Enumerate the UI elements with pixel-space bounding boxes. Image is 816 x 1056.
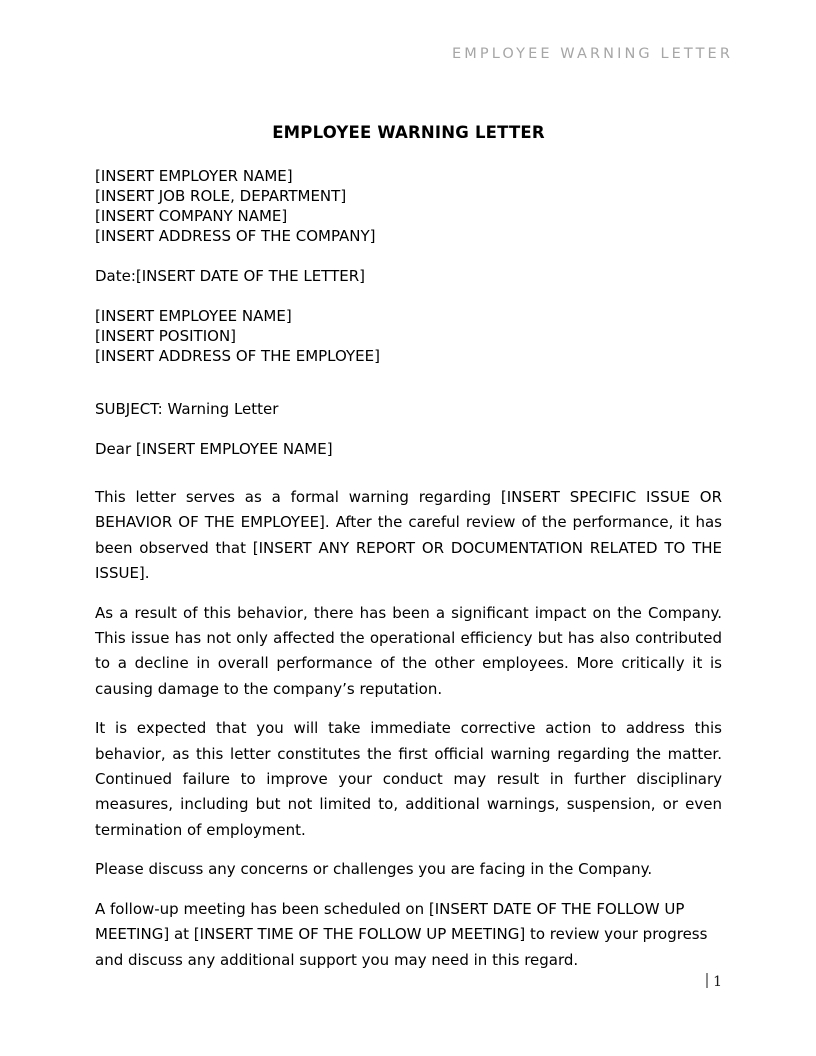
employer-line: [INSERT EMPLOYER NAME] [95,167,293,185]
employer-line: [INSERT COMPANY NAME] [95,207,288,225]
document-body [95,122,722,973]
body-paragraph: It is expected that you will take immediate corrective action to address this behavior, as this letter constitutes the first official warning regarding the matter. Continued failure to improve your conduct may result in further disciplinary measures, including but not limited to, additional warnings, suspension, or even termination of employment. [95,719,722,839]
spacer [95,459,722,485]
spacer [95,366,722,399]
page-footer [95,972,722,992]
footer-divider-icon [706,973,708,988]
employee-line: [INSERT ADDRESS OF THE EMPLOYEE] [95,347,380,365]
body-paragraph: This letter serves as a formal warning regarding [INSERT SPECIFIC ISSUE OR BEHAVIOR OF THE EMPLOYEE]. After the careful review of the performance, it has been observed that [INSERT ANY REPORT OR DOCUMENTATION RELATED TO THE ISSUE]. [95,488,722,583]
employer-address-block [95,166,722,246]
employee-line: [INSERT POSITION] [95,327,237,345]
spacer [95,246,722,266]
employee-address-block [95,306,722,366]
employer-line: [INSERT ADDRESS OF THE COMPANY] [95,227,376,245]
running-header: EMPLOYEE WARNING LETTER [452,46,733,62]
date-line: Date:[INSERT DATE OF THE LETTER] [95,267,365,285]
subject-line: SUBJECT: Warning Letter [95,400,279,418]
body-paragraph: As a result of this behavior, there has been a significant impact on the Company. This issue has not only affected the operational efficiency but has also contributed to a decline in overall performance of the other employees. More critically it is causing damage to the company’s reputation. [95,603,722,698]
employee-line: [INSERT EMPLOYEE NAME] [95,307,292,325]
page-number: 1 [713,974,722,990]
employer-line: [INSERT JOB ROLE, DEPARTMENT] [95,187,347,205]
spacer [95,286,722,306]
body-paragraph: Please discuss any concerns or challenges you are facing in the Company. [95,860,653,879]
body-paragraph: A follow-up meeting has been scheduled on [INSERT DATE OF THE FOLLOW UP MEETING] at [INSERT TIME OF THE FOLLOW UP MEETING] to review your progress and discuss any additional support you may need in this regard. [95,899,708,969]
document-title: EMPLOYEE WARNING LETTER [272,123,545,142]
salutation: Dear [INSERT EMPLOYEE NAME] [95,440,333,458]
spacer [95,419,722,439]
